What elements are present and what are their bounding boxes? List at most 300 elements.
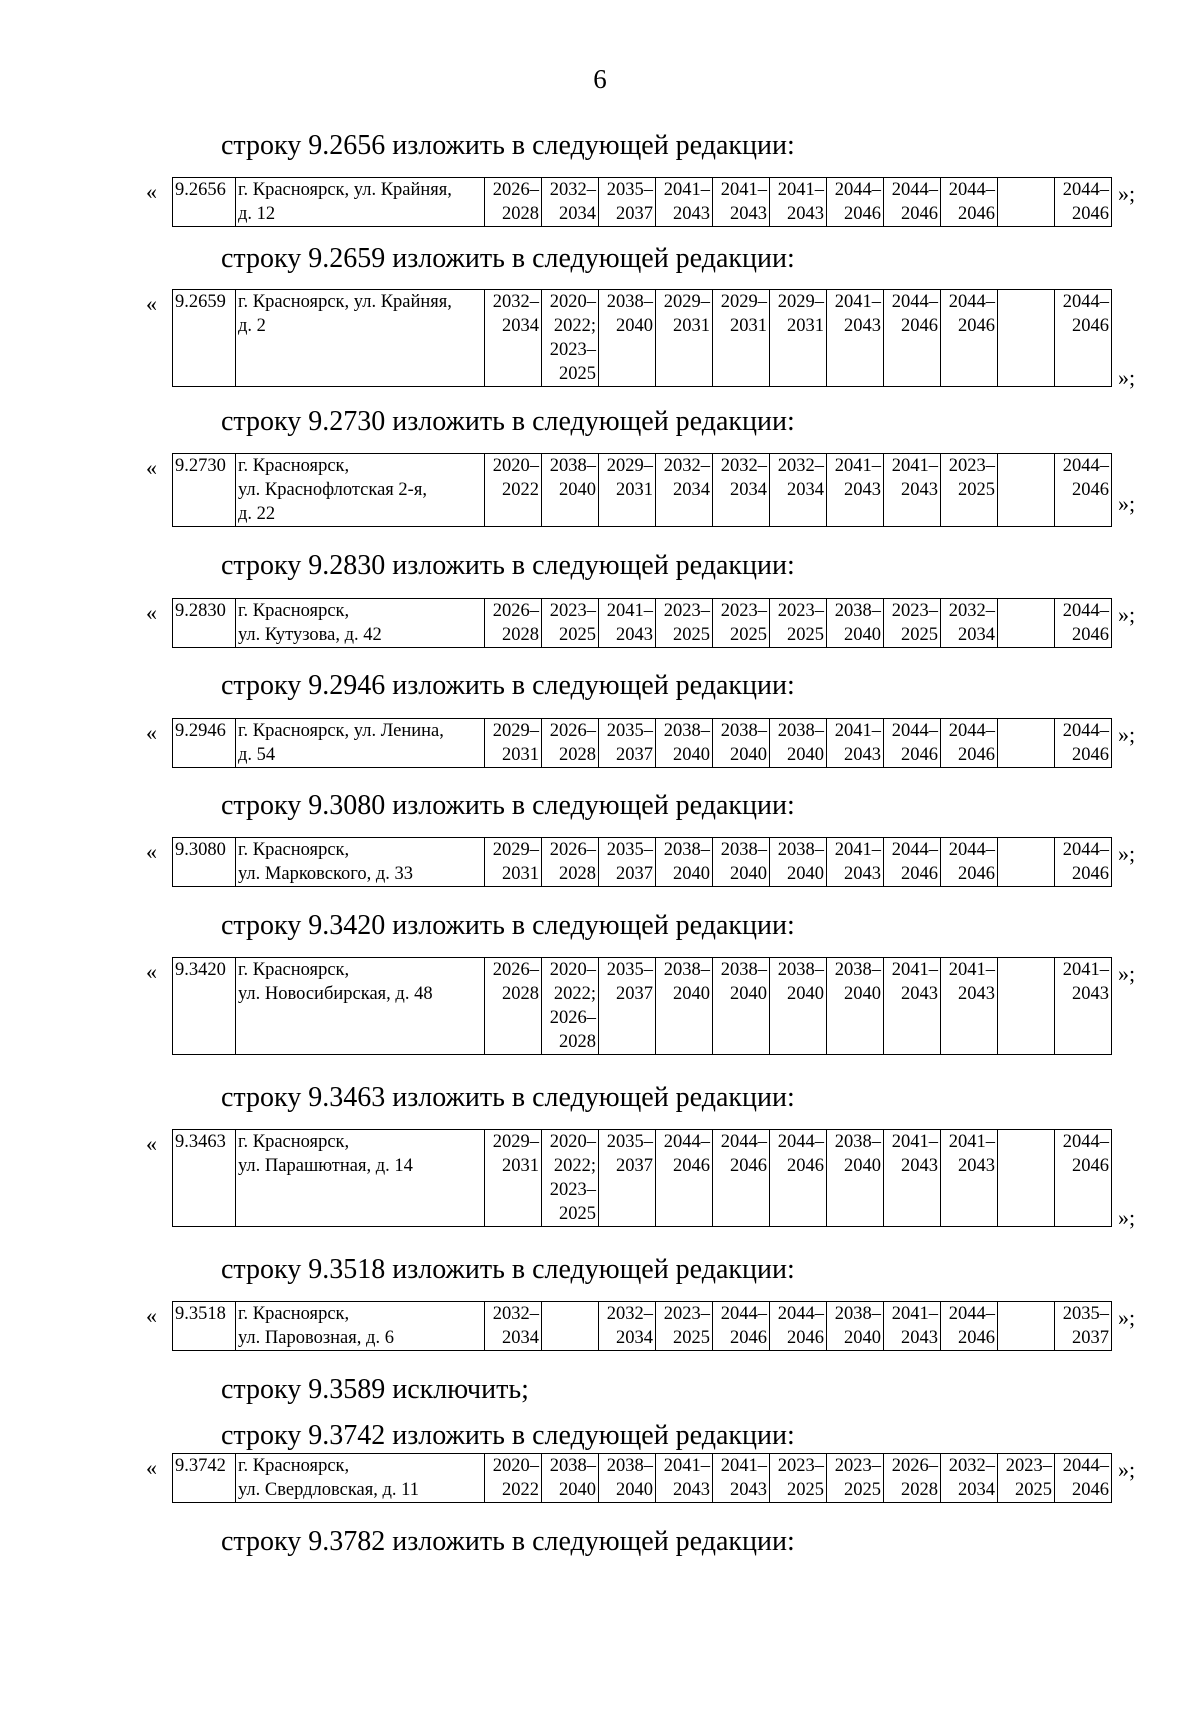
period-value: 2037 xyxy=(616,204,653,224)
period-value: 2044– xyxy=(948,180,995,200)
period-value: 2038– xyxy=(834,601,881,621)
period-value: 2029– xyxy=(777,292,824,312)
period-value: 2020– xyxy=(549,292,596,312)
period-value: 2031 xyxy=(730,316,767,336)
address-cell xyxy=(236,1454,485,1503)
period-cell xyxy=(713,178,770,227)
period-value: 2046 xyxy=(901,204,938,224)
period-value: 2031 xyxy=(787,316,824,336)
period-cell xyxy=(485,178,542,227)
period-value: 2034 xyxy=(559,204,596,224)
closing-quote: »; xyxy=(1118,365,1136,390)
address-line: г. Красноярск, xyxy=(238,601,350,621)
amendment-heading: строку 9.2656 изложить в следующей редакции: xyxy=(221,130,795,161)
period-cell xyxy=(827,290,884,387)
period-cell xyxy=(485,958,542,1055)
period-value: 2023– xyxy=(549,1180,596,1200)
amendment-table xyxy=(172,598,1112,648)
period-value: 2043 xyxy=(844,316,881,336)
period-value: 2046 xyxy=(901,864,938,884)
period-value: 2020– xyxy=(549,960,596,980)
period-value: 2044– xyxy=(1062,1456,1109,1476)
period-value: 2043 xyxy=(673,204,710,224)
period-cell xyxy=(941,290,998,387)
period-value: 2040 xyxy=(844,1156,881,1176)
period-value: 2044– xyxy=(948,1304,995,1324)
period-value: 2046 xyxy=(958,316,995,336)
period-value: 2044– xyxy=(1062,292,1109,312)
period-value: 2025 xyxy=(787,625,824,645)
period-cell xyxy=(827,838,884,887)
amendment-table xyxy=(172,289,1112,387)
period-cell xyxy=(998,454,1055,527)
period-value: 2040 xyxy=(844,625,881,645)
amendment-table xyxy=(172,957,1112,1055)
closing-quote: »; xyxy=(1118,722,1136,747)
period-value: 2041– xyxy=(663,1456,710,1476)
period-value: 2040 xyxy=(844,1328,881,1348)
period-value: 2044– xyxy=(948,292,995,312)
period-value: 2023– xyxy=(663,601,710,621)
period-value: 2038– xyxy=(606,292,653,312)
period-value: 2037 xyxy=(616,984,653,1004)
amendment-heading: строку 9.2830 изложить в следующей редакции: xyxy=(221,550,795,581)
period-cell xyxy=(713,599,770,648)
period-cell xyxy=(599,178,656,227)
period-value: 2023– xyxy=(891,601,938,621)
page-number: 6 xyxy=(593,64,607,94)
period-value: 2038– xyxy=(777,721,824,741)
period-value: 2028 xyxy=(559,745,596,765)
period-value: 2041– xyxy=(948,1132,995,1152)
period-value: 2041– xyxy=(891,1304,938,1324)
period-value: 2044– xyxy=(663,1132,710,1152)
period-value: 2026– xyxy=(492,180,539,200)
opening-quote: « xyxy=(146,1455,157,1480)
period-cell xyxy=(599,599,656,648)
period-value: 2044– xyxy=(948,721,995,741)
amendment-table xyxy=(172,1453,1112,1503)
period-cell xyxy=(599,719,656,768)
opening-quote: « xyxy=(146,1303,157,1328)
period-value: 2035– xyxy=(1062,1304,1109,1324)
address-cell xyxy=(236,1130,485,1227)
period-value: 2025 xyxy=(958,480,995,500)
period-value: 2041– xyxy=(663,180,710,200)
closing-quote: »; xyxy=(1118,1205,1136,1230)
address-line: ул. Свердловская, д. 11 xyxy=(238,1480,419,1500)
period-value: 2022; xyxy=(553,316,596,336)
period-value: 2037 xyxy=(616,864,653,884)
period-cell xyxy=(998,1130,1055,1227)
period-value: 2043 xyxy=(901,984,938,1004)
period-value: 2032– xyxy=(948,601,995,621)
period-cell xyxy=(599,454,656,527)
period-cell xyxy=(1055,599,1112,648)
period-cell xyxy=(1055,454,1112,527)
table-row xyxy=(173,290,1112,387)
opening-quote: « xyxy=(146,455,157,480)
period-value: 2023– xyxy=(1005,1456,1052,1476)
period-value: 2025 xyxy=(673,625,710,645)
period-value: 2040 xyxy=(787,984,824,1004)
amendment-table xyxy=(172,177,1112,227)
period-value: 2044– xyxy=(891,721,938,741)
address-line: ул. Паровозная, д. 6 xyxy=(238,1328,394,1348)
period-cell xyxy=(1055,719,1112,768)
period-value: 2022 xyxy=(502,1480,539,1500)
row-number: 9.2946 xyxy=(173,719,236,768)
period-cell xyxy=(998,719,1055,768)
address-line: д. 12 xyxy=(238,204,276,224)
amendment-table xyxy=(172,1129,1112,1227)
period-value: 2037 xyxy=(616,1156,653,1176)
amendment-heading: строку 9.3463 изложить в следующей редакции: xyxy=(221,1082,795,1113)
period-value: 2043 xyxy=(616,625,653,645)
address-line: ул. Парашютная, д. 14 xyxy=(238,1156,413,1176)
amendment-heading: строку 9.2946 изложить в следующей редакции: xyxy=(221,670,795,701)
period-value: 2025 xyxy=(787,1480,824,1500)
period-value: 2028 xyxy=(559,864,596,884)
period-cell xyxy=(941,1130,998,1227)
table-row xyxy=(173,178,1112,227)
period-cell xyxy=(542,290,599,387)
period-value: 2046 xyxy=(958,1328,995,1348)
amendment-heading: строку 9.3420 изложить в следующей редакции: xyxy=(221,910,795,941)
period-value: 2043 xyxy=(730,1480,767,1500)
table-row xyxy=(173,599,1112,648)
period-value: 2041– xyxy=(891,1132,938,1152)
period-cell xyxy=(827,958,884,1055)
period-cell xyxy=(998,290,1055,387)
period-cell xyxy=(998,1454,1055,1503)
row-number: 9.2659 xyxy=(173,290,236,387)
address-cell xyxy=(236,454,485,527)
period-value: 2046 xyxy=(730,1328,767,1348)
amendment-heading: строку 9.3518 изложить в следующей редакции: xyxy=(221,1254,795,1285)
period-cell xyxy=(770,290,827,387)
period-value: 2038– xyxy=(777,960,824,980)
period-value: 2023– xyxy=(834,1456,881,1476)
period-cell xyxy=(542,838,599,887)
closing-quote: »; xyxy=(1118,1457,1136,1482)
period-value: 2034 xyxy=(673,480,710,500)
amendment-heading: строку 9.2730 изложить в следующей редакции: xyxy=(221,406,795,437)
period-cell xyxy=(599,1130,656,1227)
period-cell xyxy=(884,838,941,887)
period-cell xyxy=(599,838,656,887)
period-cell xyxy=(485,290,542,387)
period-value: 2026– xyxy=(492,601,539,621)
address-line: ул. Краснофлотская 2-я, xyxy=(238,480,427,500)
period-value: 2040 xyxy=(559,480,596,500)
period-cell xyxy=(485,1454,542,1503)
period-value: 2043 xyxy=(844,864,881,884)
period-value: 2044– xyxy=(1062,601,1109,621)
period-cell xyxy=(884,719,941,768)
period-value: 2046 xyxy=(1072,625,1109,645)
period-value: 2037 xyxy=(616,745,653,765)
period-value: 2038– xyxy=(606,1456,653,1476)
period-cell xyxy=(941,958,998,1055)
period-value: 2032– xyxy=(948,1456,995,1476)
period-value: 2025 xyxy=(844,1480,881,1500)
period-value: 2035– xyxy=(606,180,653,200)
opening-quote: « xyxy=(146,1131,157,1156)
period-value: 2044– xyxy=(720,1132,767,1152)
period-cell xyxy=(656,838,713,887)
period-value: 2028 xyxy=(502,984,539,1004)
period-value: 2043 xyxy=(901,1328,938,1348)
period-value: 2040 xyxy=(730,984,767,1004)
period-value: 2038– xyxy=(834,1304,881,1324)
closing-quote: »; xyxy=(1118,602,1136,627)
period-value: 2031 xyxy=(616,480,653,500)
period-cell xyxy=(485,599,542,648)
period-value: 2038– xyxy=(663,840,710,860)
period-cell xyxy=(770,1302,827,1351)
period-value: 2031 xyxy=(502,1156,539,1176)
period-value: 2044– xyxy=(777,1132,824,1152)
period-cell xyxy=(656,599,713,648)
closing-quote: »; xyxy=(1118,490,1136,516)
period-value: 2046 xyxy=(787,1156,824,1176)
table-row xyxy=(173,454,1112,527)
period-value: 2038– xyxy=(720,840,767,860)
table-row xyxy=(173,719,1112,768)
period-value: 2038– xyxy=(549,1456,596,1476)
period-value: 2041– xyxy=(948,960,995,980)
address-line: г. Красноярск, xyxy=(238,960,350,980)
period-value: 2041– xyxy=(891,456,938,476)
address-line: г. Красноярск, xyxy=(238,1456,350,1476)
period-value: 2046 xyxy=(1072,745,1109,765)
amendment-table xyxy=(172,453,1112,527)
period-cell xyxy=(1055,838,1112,887)
period-cell xyxy=(485,1130,542,1227)
period-value: 2041– xyxy=(777,180,824,200)
period-value: 2029– xyxy=(492,721,539,741)
period-value: 2020– xyxy=(492,1456,539,1476)
period-cell xyxy=(884,958,941,1055)
period-cell xyxy=(599,1454,656,1503)
period-value: 2043 xyxy=(844,480,881,500)
address-cell xyxy=(236,719,485,768)
period-value: 2040 xyxy=(616,1480,653,1500)
period-value: 2038– xyxy=(663,960,710,980)
period-cell xyxy=(998,1302,1055,1351)
period-value: 2043 xyxy=(1072,984,1109,1004)
opening-quote: « xyxy=(146,720,157,745)
period-cell xyxy=(485,1302,542,1351)
period-cell xyxy=(599,958,656,1055)
period-value: 2035– xyxy=(606,840,653,860)
period-cell xyxy=(941,838,998,887)
period-cell xyxy=(770,599,827,648)
closing-quote: »; xyxy=(1118,961,1136,986)
period-cell xyxy=(998,178,1055,227)
period-value: 2046 xyxy=(958,204,995,224)
table-row xyxy=(173,1454,1112,1503)
amendment-table xyxy=(172,837,1112,887)
period-cell xyxy=(827,454,884,527)
period-value: 2044– xyxy=(948,840,995,860)
period-value: 2043 xyxy=(673,1480,710,1500)
period-value: 2040 xyxy=(673,864,710,884)
opening-quote: « xyxy=(146,291,157,316)
period-cell xyxy=(884,178,941,227)
period-value: 2043 xyxy=(844,745,881,765)
address-line: ул. Кутузова, д. 42 xyxy=(238,625,382,645)
period-value: 2028 xyxy=(502,204,539,224)
address-line: д. 54 xyxy=(238,745,276,765)
period-value: 2046 xyxy=(958,864,995,884)
period-value: 2031 xyxy=(502,745,539,765)
period-value: 2040 xyxy=(787,745,824,765)
period-cell xyxy=(713,1302,770,1351)
period-value: 2040 xyxy=(673,745,710,765)
period-value: 2020– xyxy=(549,1132,596,1152)
address-cell xyxy=(236,599,485,648)
period-cell xyxy=(656,719,713,768)
period-value: 2044– xyxy=(720,1304,767,1324)
period-value: 2046 xyxy=(1072,1480,1109,1500)
period-value: 2023– xyxy=(777,601,824,621)
period-value: 2031 xyxy=(673,316,710,336)
period-cell xyxy=(941,1302,998,1351)
period-value: 2040 xyxy=(844,984,881,1004)
period-cell xyxy=(941,599,998,648)
period-value: 2035– xyxy=(606,721,653,741)
period-value: 2043 xyxy=(958,1156,995,1176)
period-cell xyxy=(599,290,656,387)
period-value: 2026– xyxy=(492,960,539,980)
period-value: 2041– xyxy=(1062,960,1109,980)
period-value: 2035– xyxy=(606,960,653,980)
period-value: 2044– xyxy=(1062,840,1109,860)
period-cell xyxy=(827,178,884,227)
period-cell xyxy=(656,1130,713,1227)
period-value: 2023– xyxy=(948,456,995,476)
period-value: 2038– xyxy=(777,840,824,860)
period-value: 2032– xyxy=(606,1304,653,1324)
address-line: г. Красноярск, xyxy=(238,1304,350,1324)
period-cell xyxy=(713,838,770,887)
period-value: 2034 xyxy=(787,480,824,500)
address-line: г. Красноярск, ул. Крайняя, xyxy=(238,292,452,312)
address-line: г. Красноярск, xyxy=(238,456,350,476)
period-cell xyxy=(770,454,827,527)
period-value: 2023– xyxy=(777,1456,824,1476)
period-cell xyxy=(656,178,713,227)
period-cell xyxy=(884,1302,941,1351)
period-cell xyxy=(485,838,542,887)
period-value: 2044– xyxy=(1062,1132,1109,1152)
period-cell xyxy=(713,958,770,1055)
period-cell xyxy=(998,599,1055,648)
exclude-line: строку 9.3589 исключить; xyxy=(221,1374,529,1405)
period-cell xyxy=(770,1454,827,1503)
address-line: г. Красноярск, xyxy=(238,1132,350,1152)
period-value: 2023– xyxy=(720,601,767,621)
address-line: г. Красноярск, ул. Крайняя, xyxy=(238,180,452,200)
period-cell xyxy=(1055,290,1112,387)
opening-quote: « xyxy=(146,839,157,864)
period-value: 2038– xyxy=(720,721,767,741)
period-cell xyxy=(998,838,1055,887)
period-value: 2029– xyxy=(492,1132,539,1152)
row-number: 9.2730 xyxy=(173,454,236,527)
period-value: 2025 xyxy=(559,1204,596,1224)
period-cell xyxy=(656,290,713,387)
period-cell xyxy=(656,1454,713,1503)
period-cell xyxy=(770,719,827,768)
period-cell xyxy=(941,719,998,768)
period-value: 2032– xyxy=(720,456,767,476)
period-cell xyxy=(770,178,827,227)
period-cell xyxy=(884,1454,941,1503)
period-value: 2025 xyxy=(730,625,767,645)
period-cell xyxy=(827,599,884,648)
period-cell xyxy=(713,719,770,768)
period-value: 2040 xyxy=(730,745,767,765)
period-value: 2025 xyxy=(559,625,596,645)
period-value: 2043 xyxy=(787,204,824,224)
period-cell xyxy=(827,1130,884,1227)
period-value: 2037 xyxy=(1072,1328,1109,1348)
period-value: 2044– xyxy=(891,180,938,200)
period-value: 2028 xyxy=(559,1032,596,1052)
period-value: 2046 xyxy=(901,745,938,765)
row-number: 9.2830 xyxy=(173,599,236,648)
period-cell xyxy=(1055,1302,1112,1351)
period-value: 2044– xyxy=(834,180,881,200)
table-row xyxy=(173,958,1112,1055)
period-value: 2034 xyxy=(958,1480,995,1500)
period-value: 2040 xyxy=(730,864,767,884)
amendment-heading: строку 9.3080 изложить в следующей редакции: xyxy=(221,790,795,821)
address-line: г. Красноярск, xyxy=(238,840,350,860)
row-number: 9.3518 xyxy=(173,1302,236,1351)
period-cell xyxy=(827,1302,884,1351)
address-line: д. 2 xyxy=(238,316,266,336)
period-value: 2034 xyxy=(958,625,995,645)
period-value: 2020– xyxy=(492,456,539,476)
period-value: 2041– xyxy=(834,456,881,476)
period-value: 2034 xyxy=(502,1328,539,1348)
period-value: 2029– xyxy=(663,292,710,312)
period-value: 2046 xyxy=(1072,480,1109,500)
opening-quote: « xyxy=(146,179,157,204)
period-value: 2029– xyxy=(720,292,767,312)
table-row xyxy=(173,1302,1112,1351)
period-value: 2046 xyxy=(844,204,881,224)
period-value: 2023– xyxy=(549,601,596,621)
period-value: 2043 xyxy=(958,984,995,1004)
amendment-table xyxy=(172,718,1112,768)
address-line: ул. Марковского, д. 33 xyxy=(238,864,414,884)
period-value: 2046 xyxy=(901,316,938,336)
period-cell xyxy=(656,454,713,527)
period-value: 2046 xyxy=(1072,1156,1109,1176)
period-cell xyxy=(1055,178,1112,227)
address-cell xyxy=(236,178,485,227)
period-cell xyxy=(656,958,713,1055)
period-value: 2041– xyxy=(606,601,653,621)
period-value: 2035– xyxy=(606,1132,653,1152)
period-value: 2043 xyxy=(901,480,938,500)
period-value: 2041– xyxy=(891,960,938,980)
